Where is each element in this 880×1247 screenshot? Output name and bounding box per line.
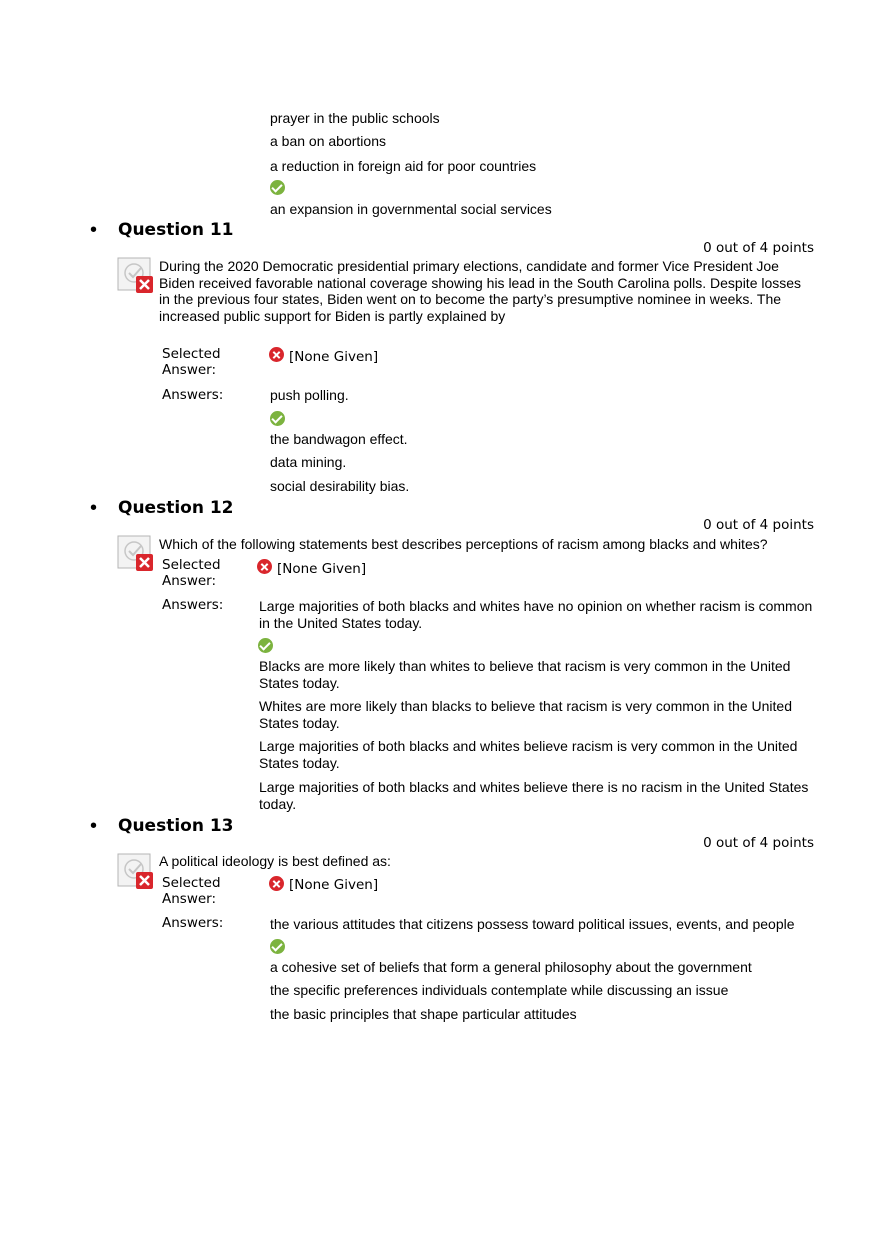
q13-answer-1: the various attitudes that citizens possess toward political issues, events, and people <box>270 916 795 932</box>
correct-check-icon <box>258 638 273 653</box>
incorrect-question-icon <box>117 535 155 573</box>
question-11-title: Question 11 <box>118 220 234 240</box>
question-text-line: During the 2020 Democratic presidential primary elections, candidate and former Vice President Joe <box>159 258 779 274</box>
correct-check-icon <box>270 180 285 195</box>
q11-answer-2: the bandwagon effect. <box>270 431 408 447</box>
selected-answer-label: Selected Answer: <box>162 557 221 589</box>
q11-answer-4: social desirability bias. <box>270 478 410 494</box>
q13-answer-2: a cohesive set of beliefs that form a general philosophy about the government <box>270 959 752 975</box>
incorrect-question-icon <box>117 257 155 295</box>
q10-answer-1: prayer in the public schools <box>270 110 440 126</box>
question-text-line: increased public support for Biden is partly explained by <box>159 307 506 324</box>
question-11-points: 0 out of 4 points <box>703 240 814 256</box>
q12-answer-2: Blacks are more likely than whites to believe that racism is very common in the United States today. <box>259 658 791 691</box>
selected-answer-value: [None Given] <box>289 877 379 893</box>
x-circle-icon <box>257 559 272 574</box>
question-text-line: in the previous four states, Biden went on to become the party’s presumptive nominee in weeks. The <box>159 291 782 307</box>
selected-answer-value: [None Given] <box>277 561 367 577</box>
q10-answer-3: a reduction in foreign aid for poor countries <box>270 158 537 174</box>
q12-answer-3: Whites are more likely than blacks to believe that racism is very common in the United States today. <box>259 698 792 731</box>
question-12-points: 0 out of 4 points <box>703 517 814 533</box>
question-13-points: 0 out of 4 points <box>703 835 814 851</box>
q13-answer-4: the basic principles that shape particular attitudes <box>270 1006 577 1022</box>
selected-answer-label: Selected Answer: <box>162 875 221 907</box>
incorrect-question-icon <box>117 853 155 891</box>
question-13-title: Question 13 <box>118 816 234 836</box>
bullet: • <box>90 497 98 519</box>
correct-check-icon <box>270 939 285 954</box>
q10-answer-4: an expansion in governmental social services <box>270 201 552 217</box>
q12-answer-5: Large majorities of both blacks and whites believe there is no racism in the United States today. <box>259 779 809 812</box>
q13-answer-3: the specific preferences individuals contemplate while discussing an issue <box>270 982 729 998</box>
q12-answer-4: Large majorities of both blacks and whites believe racism is very common in the United States today. <box>259 738 798 771</box>
selected-answer-value: [None Given] <box>289 349 379 365</box>
question-text-line: Biden received favorable national coverage showing his lead in the South Carolina polls. Despite losses <box>159 274 802 291</box>
x-circle-icon <box>269 876 284 891</box>
selected-answer-label: Selected Answer: <box>162 346 221 378</box>
answers-label: Answers: <box>162 915 224 931</box>
question-12-title: Question 12 <box>118 498 234 518</box>
bullet: • <box>90 219 98 241</box>
answers-label: Answers: <box>162 597 224 613</box>
question-13-text: A political ideology is best defined as: <box>159 853 391 869</box>
q11-answer-1: push polling. <box>270 387 349 403</box>
x-circle-icon <box>269 347 284 362</box>
bullet: • <box>90 815 98 837</box>
answers-label: Answers: <box>162 387 224 403</box>
q10-answer-2: a ban on abortions <box>270 133 386 149</box>
question-11-text <box>159 258 801 324</box>
q12-answer-1: Large majorities of both blacks and whites have no opinion on whether racism is common in the United States today. <box>259 598 813 631</box>
q11-answer-3: data mining. <box>270 454 347 470</box>
question-12-text: Which of the following statements best describes perceptions of racism among blacks and whites? <box>159 536 768 552</box>
correct-check-icon <box>270 411 285 426</box>
